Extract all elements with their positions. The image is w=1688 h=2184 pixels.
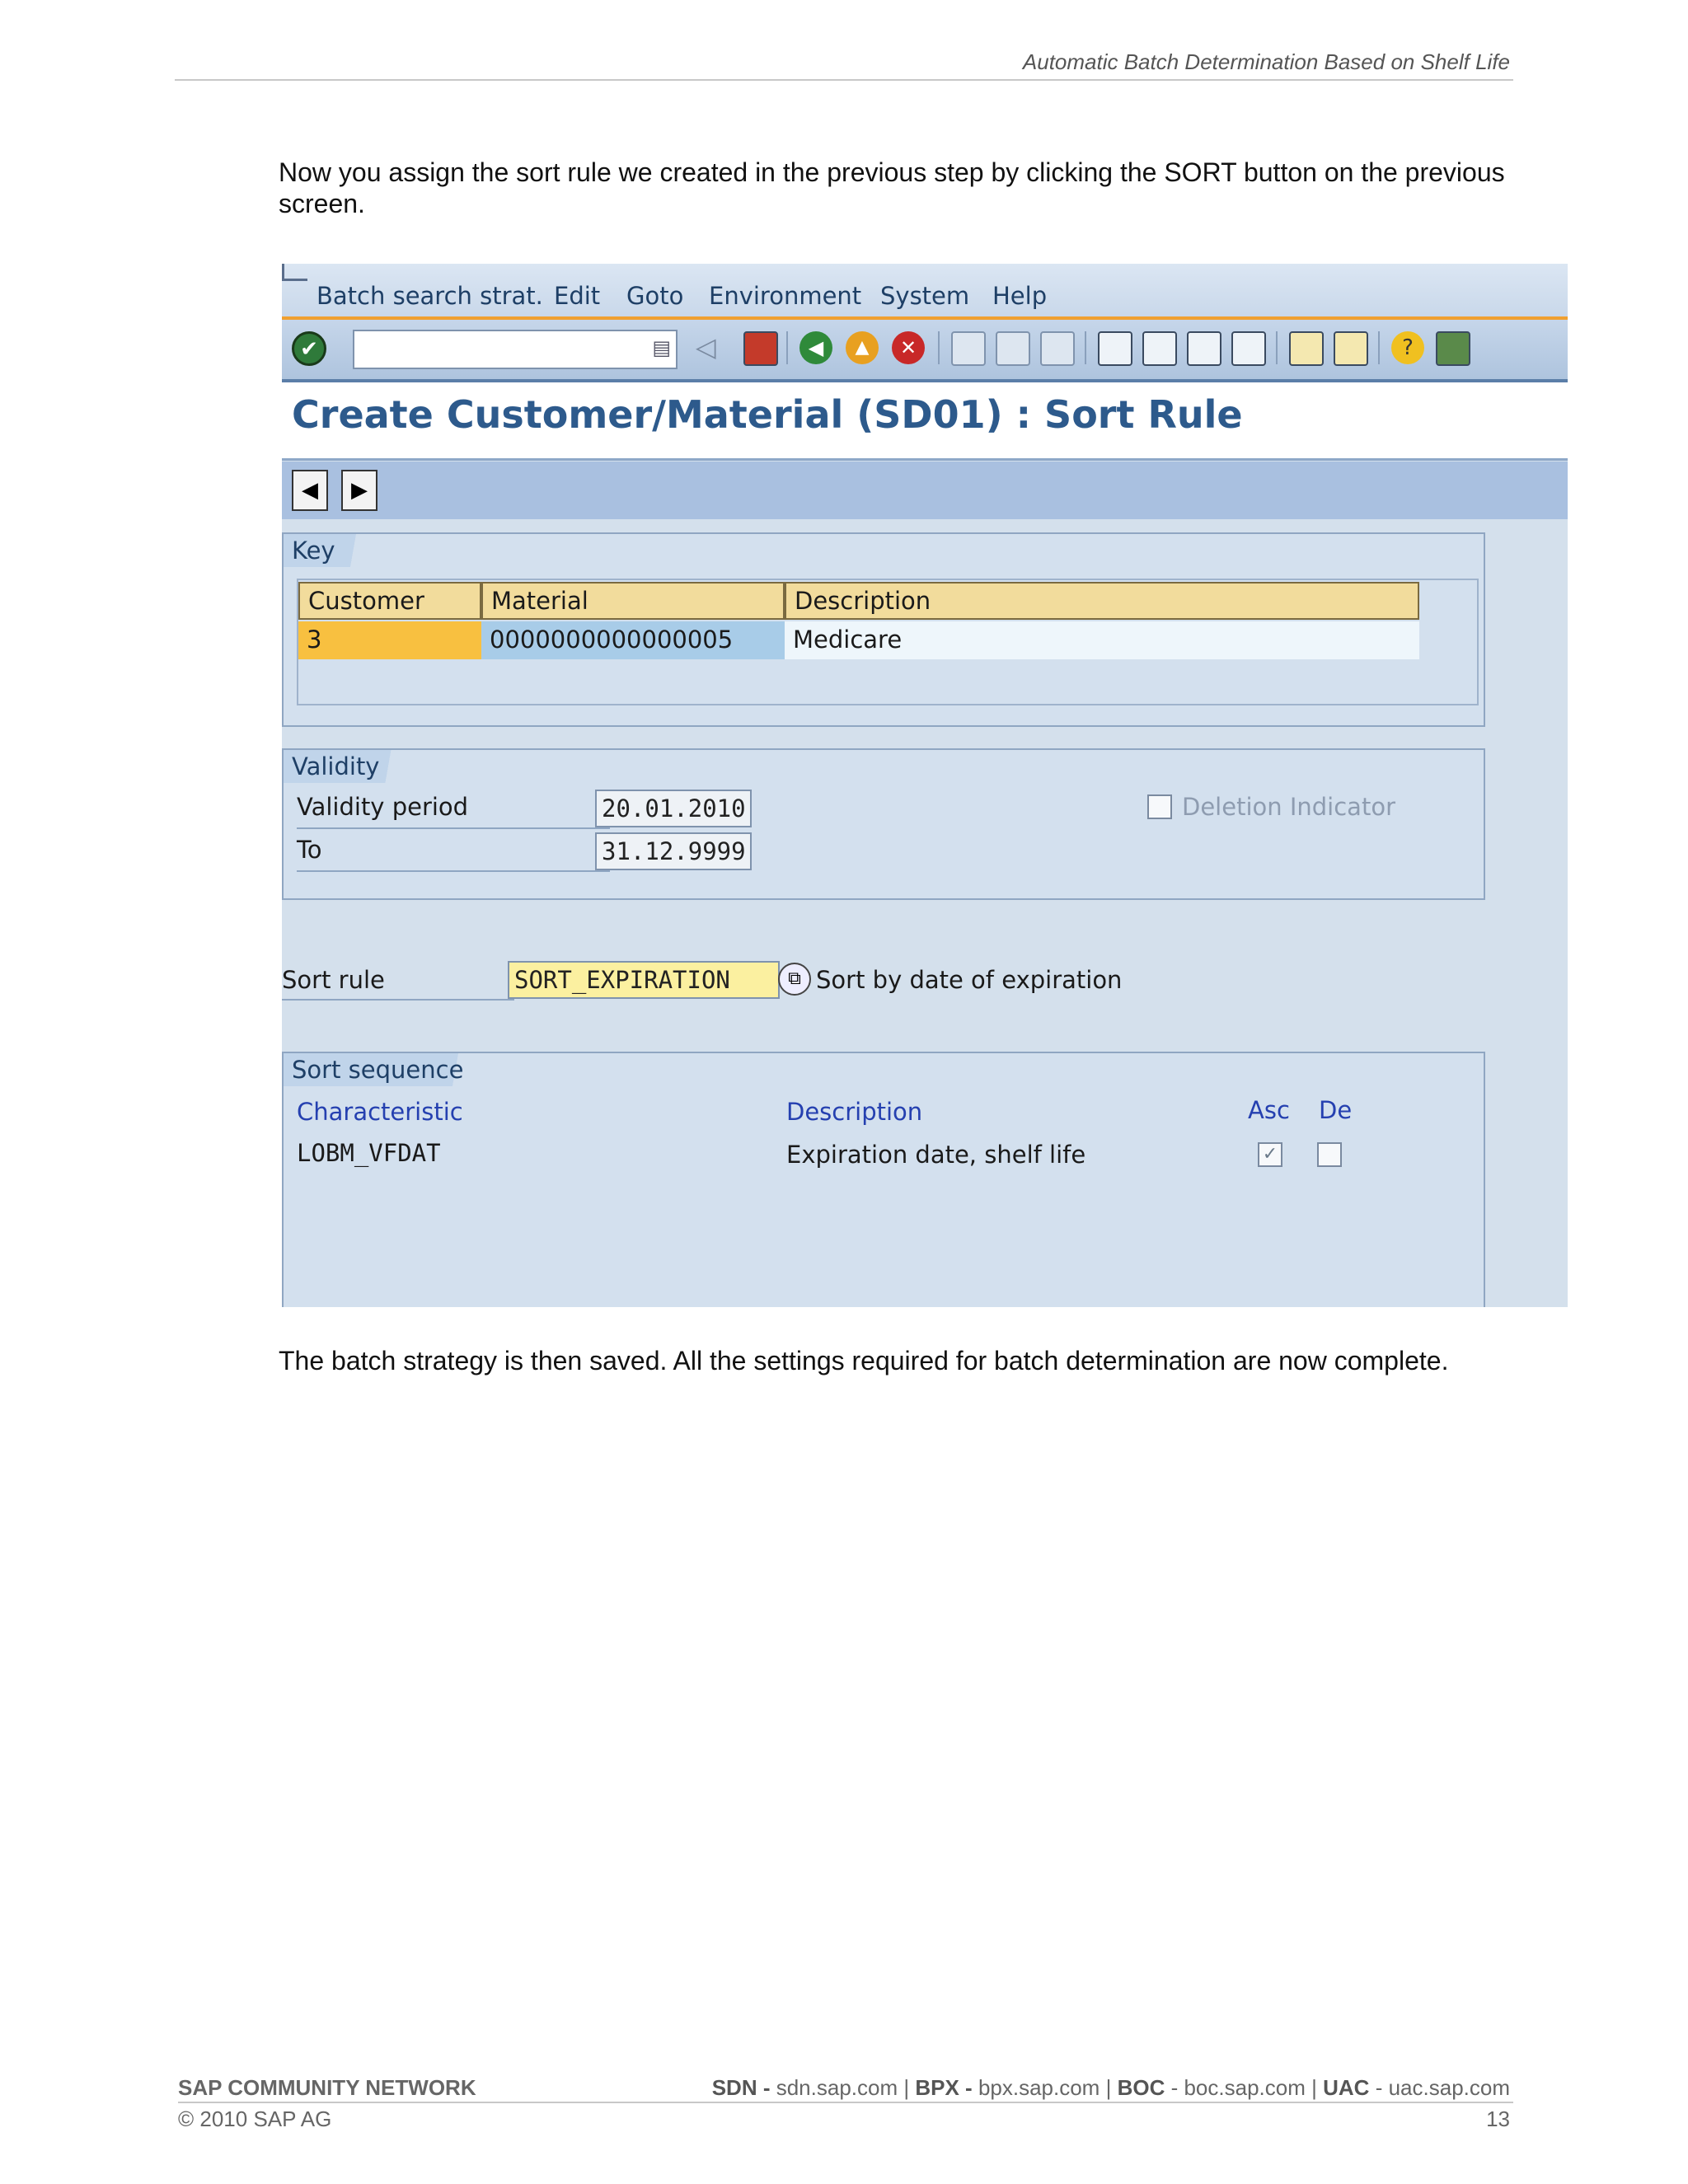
descending-column-header: De — [1319, 1096, 1353, 1124]
sort-rule-field[interactable]: SORT_EXPIRATION — [508, 961, 780, 999]
command-history-icon[interactable]: ▤ — [652, 336, 671, 359]
validity-from-field[interactable]: 20.01.2010 — [595, 790, 752, 827]
menu-help[interactable]: Help — [992, 282, 1048, 310]
next-button[interactable] — [341, 470, 377, 511]
intro-paragraph: Now you assign the sort rule we created in the previous step by clicking the SORT button on the previous screen. — [279, 157, 1505, 218]
footer-copyright-row — [178, 2107, 1513, 2135]
footer-site-links: SDN - sdn.sap.com | BPX - bpx.sap.com | BOC - boc.sap.com | UAC - uac.sap.com — [711, 2075, 1510, 2100]
deletion-indicator-label: Deletion Indicator — [1182, 793, 1395, 821]
application-toolbar — [282, 462, 1568, 519]
document-header — [175, 46, 1513, 81]
uac-link[interactable]: - uac.sap.com — [1375, 2075, 1510, 2100]
ascending-checkbox[interactable]: ✓ — [1258, 1142, 1282, 1167]
ascending-column-header: Asc — [1248, 1096, 1290, 1124]
find-next-icon[interactable] — [1040, 331, 1075, 366]
validity-group — [282, 748, 1485, 900]
sort-rule-display-icon[interactable]: ⧉ — [778, 963, 811, 996]
boc-label: BOC — [1117, 2075, 1165, 2100]
standard-toolbar — [282, 320, 1568, 382]
next-page-icon[interactable] — [1187, 331, 1221, 366]
find-icon[interactable] — [996, 331, 1030, 366]
characteristic-description: Expiration date, shelf life — [786, 1141, 1086, 1169]
sort-sequence-group-title: Sort sequence — [284, 1053, 496, 1086]
column-header-description[interactable]: Description — [785, 582, 1419, 620]
bpx-label: BPX - — [915, 2075, 973, 2100]
descending-checkbox[interactable] — [1317, 1142, 1342, 1167]
enter-icon[interactable]: ✔ — [292, 331, 326, 366]
sort-sequence-group — [282, 1052, 1485, 1307]
first-page-icon[interactable] — [1098, 331, 1132, 366]
help-icon[interactable]: ? — [1391, 331, 1424, 364]
validity-period-label: Validity period — [297, 793, 469, 821]
back-icon[interactable]: ◀ — [799, 331, 832, 364]
uac-label: UAC — [1323, 2075, 1370, 2100]
validity-to-label: To — [297, 836, 322, 864]
menu-edit[interactable]: Edit — [554, 282, 601, 310]
menu-goto[interactable]: Goto — [626, 282, 684, 310]
bpx-link[interactable]: bpx.sap.com — [978, 2075, 1100, 2100]
sdn-label: SDN - — [711, 2075, 771, 2100]
column-header-customer[interactable]: Customer — [298, 582, 481, 620]
collapse-icon[interactable]: ◁ — [696, 331, 716, 363]
key-table — [297, 579, 1479, 705]
menu-system[interactable]: System — [880, 282, 970, 310]
title-area — [282, 382, 1568, 461]
validity-group-title: Validity — [284, 750, 412, 783]
material-cell[interactable]: 0000000000000005 — [481, 621, 785, 659]
boc-link[interactable]: - boc.sap.com — [1170, 2075, 1306, 2100]
footer-links — [178, 2074, 1513, 2103]
last-page-icon[interactable] — [1231, 331, 1266, 366]
menu-environment[interactable]: Environment — [709, 282, 862, 310]
copyright: © 2010 SAP AG — [178, 2107, 332, 2131]
sap-window — [282, 264, 1568, 1307]
page-title: Create Customer/Material (SD01) : Sort Rule — [292, 392, 1243, 437]
command-field[interactable] — [353, 330, 678, 369]
column-header-material[interactable]: Material — [481, 582, 785, 620]
page-number: 13 — [1486, 2107, 1510, 2131]
create-session-icon[interactable] — [1289, 331, 1324, 366]
sdn-link[interactable]: sdn.sap.com — [776, 2075, 898, 2100]
exit-icon[interactable]: ▲ — [846, 331, 879, 364]
left-arrow-icon: ◀ — [302, 478, 318, 503]
print-icon[interactable] — [951, 331, 986, 366]
customize-layout-icon[interactable] — [1436, 331, 1470, 366]
generate-shortcut-icon[interactable] — [1334, 331, 1368, 366]
key-group-title: Key — [284, 534, 368, 567]
cancel-icon[interactable]: ✕ — [892, 331, 925, 364]
description-cell[interactable]: Medicare — [785, 621, 1419, 659]
key-group — [282, 532, 1485, 727]
customer-cell[interactable]: 3 — [298, 621, 481, 659]
previous-button[interactable] — [292, 470, 328, 511]
sort-rule-description: Sort by date of expiration — [816, 966, 1123, 994]
system-menu-icon[interactable] — [282, 264, 307, 281]
sort-rule-label: Sort rule — [282, 966, 385, 994]
document-header-title: Automatic Batch Determination Based on Shelf Life — [1022, 49, 1510, 74]
characteristic-column-header: Characteristic — [297, 1098, 463, 1126]
menu-bar — [282, 264, 1568, 320]
validity-to-field[interactable]: 31.12.9999 — [595, 832, 752, 870]
menu-batch-search-strat[interactable]: Batch search strat. — [316, 282, 543, 310]
deletion-indicator-checkbox[interactable] — [1147, 794, 1172, 819]
save-icon[interactable] — [743, 331, 778, 366]
footer-network: SAP COMMUNITY NETWORK — [178, 2075, 476, 2100]
characteristic-value: LOBM_VFDAT — [297, 1139, 441, 1167]
description-column-header: Description — [786, 1098, 923, 1126]
right-arrow-icon: ▶ — [351, 478, 368, 503]
outro-paragraph: The batch strategy is then saved. All the settings required for batch determination are now complete. — [279, 1346, 1449, 1376]
previous-page-icon[interactable] — [1142, 331, 1177, 366]
